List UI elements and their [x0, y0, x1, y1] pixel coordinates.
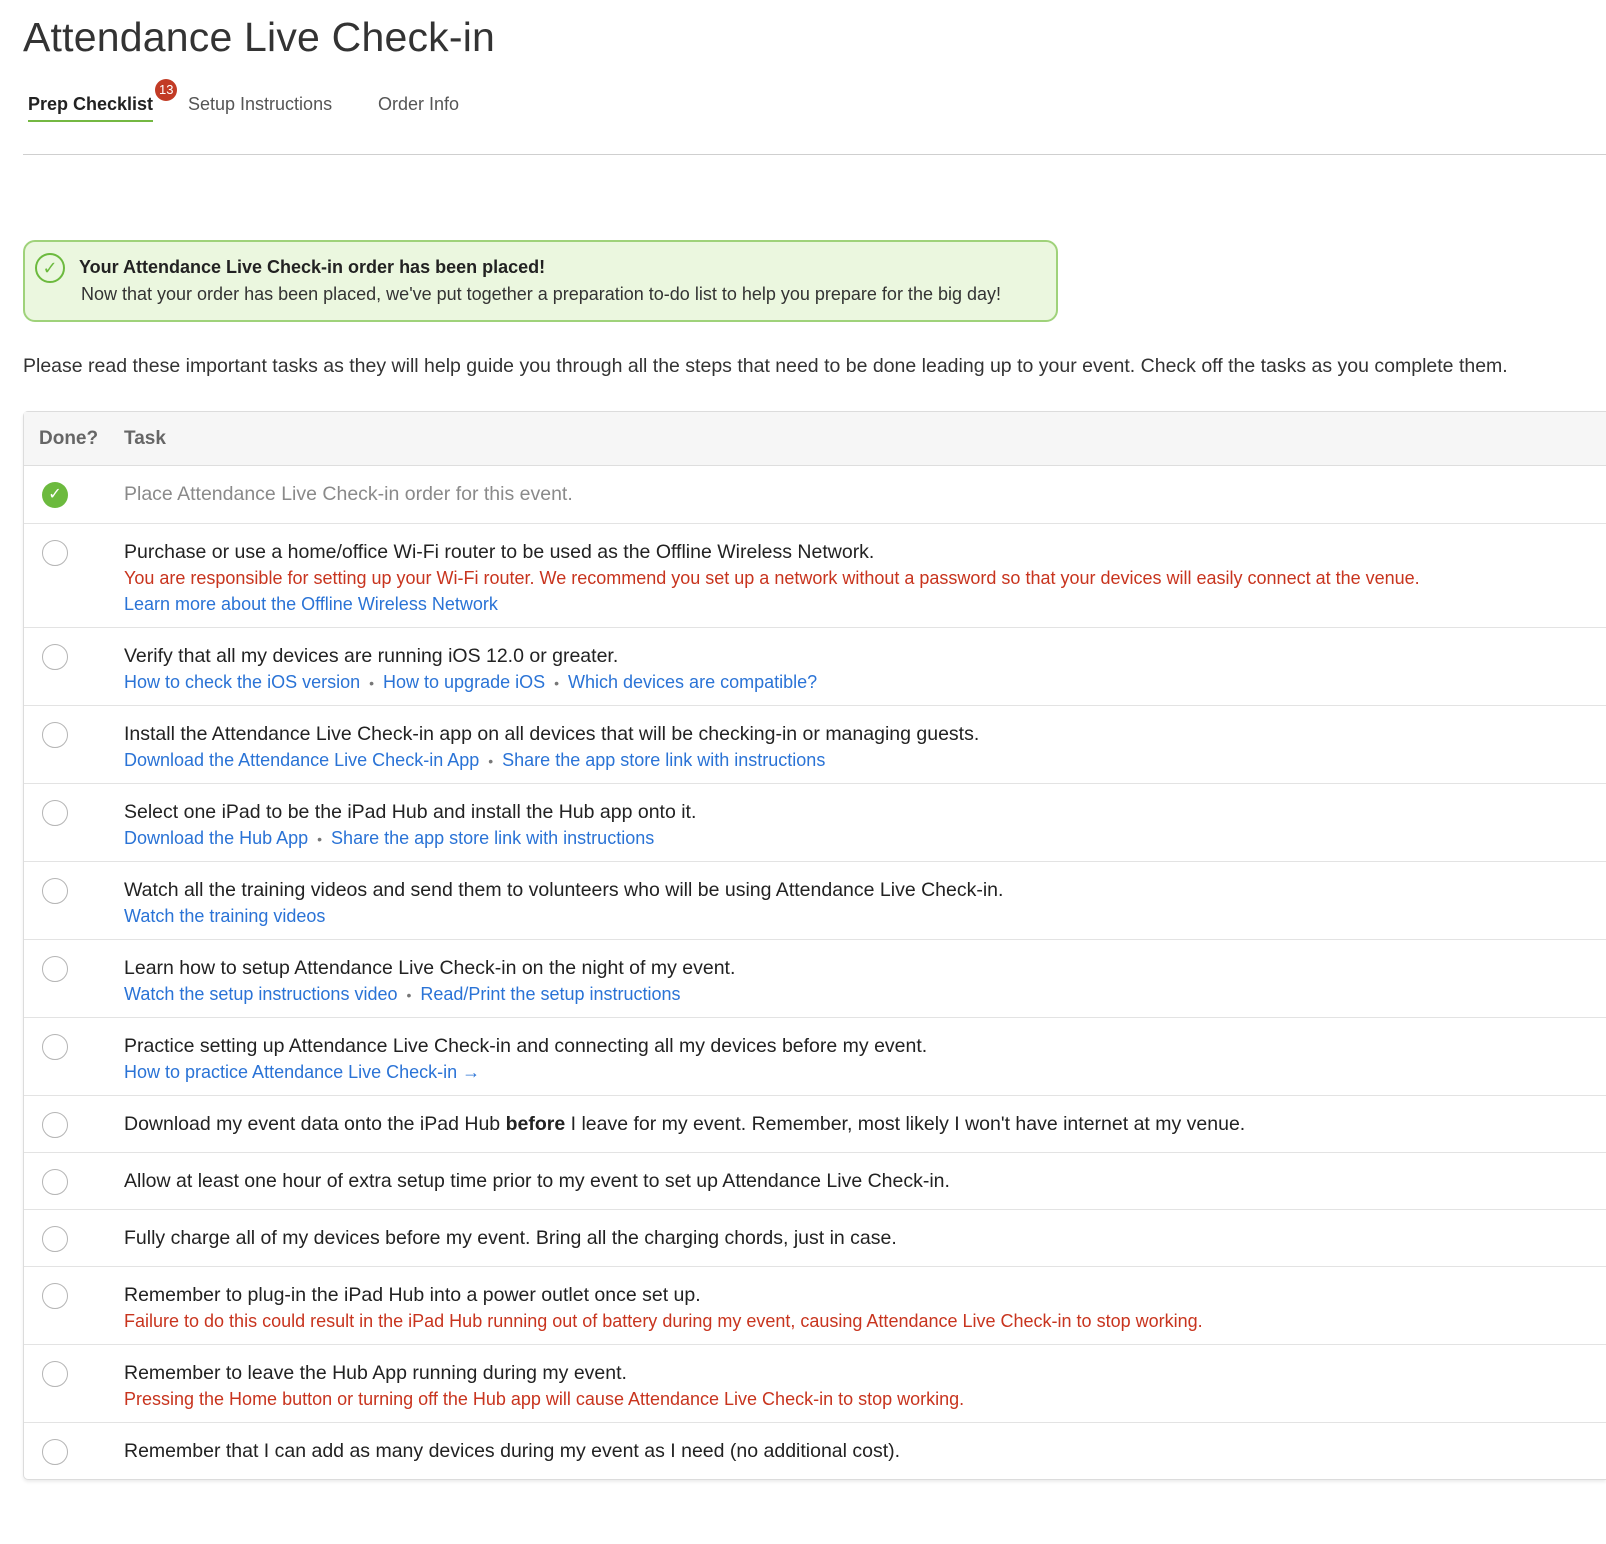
task-links [124, 591, 1596, 617]
table-row [24, 939, 1606, 1017]
task-text: Fully charge all of my devices before my event. Bring all the charging chords, just in case. [124, 1227, 897, 1249]
task-cell [124, 1111, 1596, 1137]
task-cell [124, 1360, 1596, 1412]
done-check-icon[interactable]: ✓ [42, 482, 68, 508]
task-cell [124, 481, 1596, 507]
task-warning: You are responsible for setting up your Wi-Fi router. We recommend you set up a network without a password so that your devices will easily connect at the venue. [124, 568, 1420, 588]
task-cell [124, 1168, 1596, 1194]
tab-bar [23, 82, 1606, 124]
tabs-divider [23, 154, 1606, 155]
task-warning: Failure to do this could result in the iPad Hub running out of battery during my event, causing Attendance Live Check-in to stop working. [124, 1311, 1203, 1331]
task-text-emphasis: before [505, 1113, 566, 1135]
done-checkbox[interactable] [42, 1283, 68, 1309]
link-separator: • [488, 753, 494, 769]
task-text: Practice setting up Attendance Live Check-in and connecting all my devices before my event. [124, 1035, 928, 1057]
task-text: Purchase or use a home/office Wi-Fi router to be used as the Offline Wireless Network. [124, 541, 875, 563]
alert-text: Now that your order has been placed, we've put together a preparation to-do list to help you prepare for the big day! [81, 284, 1002, 304]
table-row [24, 861, 1606, 939]
column-header-task: Task [124, 428, 166, 449]
task-link[interactable]: Learn more about the Offline Wireless Network [124, 594, 498, 614]
task-link[interactable]: Share the app store link with instructions [502, 750, 826, 770]
task-cell [124, 1225, 1596, 1251]
task-cell [124, 1438, 1596, 1464]
task-text: Install the Attendance Live Check-in app on all devices that will be checking-in or managing guests. [124, 723, 980, 745]
task-link[interactable]: Read/Print the setup instructions [420, 984, 681, 1004]
task-link[interactable]: Which devices are compatible? [568, 672, 818, 692]
task-text: Watch all the training videos and send them to volunteers who will be using Attendance Live Check-in. [124, 879, 1004, 901]
column-header-done: Done? [39, 428, 99, 449]
task-link[interactable]: How to upgrade iOS [383, 672, 546, 692]
table-header [24, 412, 1606, 466]
done-checkbox[interactable] [42, 800, 68, 826]
task-cell [124, 799, 1596, 852]
task-cell [124, 1033, 1596, 1085]
task-warning: Pressing the Home button or turning off the Hub app will cause Attendance Live Check-in to stop working. [124, 1389, 965, 1409]
table-row [24, 1152, 1606, 1209]
task-text: Allow at least one hour of extra setup time prior to my event to set up Attendance Live Check-in. [124, 1170, 950, 1192]
table-row [24, 783, 1606, 861]
task-text: Remember to plug-in the iPad Hub into a power outlet once set up. [124, 1284, 701, 1306]
task-link[interactable]: Watch the training videos [124, 906, 326, 926]
done-checkbox[interactable] [42, 1034, 68, 1060]
page-title: Attendance Live Check-in [23, 14, 496, 60]
task-text: Remember to leave the Hub App running during my event. [124, 1362, 627, 1384]
task-cell [124, 721, 1596, 774]
task-text-part: Download my event data onto the iPad Hub [124, 1113, 506, 1135]
task-text: Remember that I can add as many devices during my event as I need (no additional cost). [124, 1440, 901, 1462]
done-checkbox[interactable] [42, 1226, 68, 1252]
table-row [24, 466, 1606, 523]
tab-prep-checklist-label: Prep Checklist [28, 94, 154, 114]
task-links [124, 825, 1596, 852]
task-text: Place Attendance Live Check-in order for this event. [124, 483, 573, 505]
task-text [124, 1111, 1596, 1137]
task-link[interactable]: How to practice Attendance Live Check-in → [124, 1062, 481, 1082]
link-separator: • [317, 831, 323, 847]
check-circle-icon: ✓ [35, 253, 65, 283]
task-links [124, 1059, 1596, 1085]
task-text: Learn how to setup Attendance Live Check-in on the night of my event. [124, 957, 736, 979]
task-cell [124, 877, 1596, 929]
tab-order-info-label: Order Info [378, 94, 460, 114]
task-cell [124, 643, 1596, 696]
task-links [124, 747, 1596, 774]
task-cell [124, 955, 1596, 1008]
table-row [24, 627, 1606, 705]
task-links [124, 669, 1596, 696]
task-links [124, 981, 1596, 1008]
table-body [24, 466, 1606, 1479]
intro-text: Please read these important tasks as they will help guide you through all the steps that need to be done leading up to your event. Check off the tasks as you complete them. [23, 355, 1508, 377]
done-checkbox[interactable] [42, 1439, 68, 1465]
done-checkbox[interactable] [42, 540, 68, 566]
table-row [24, 705, 1606, 783]
tab-setup-instructions-label: Setup Instructions [188, 94, 333, 114]
done-checkbox[interactable] [42, 878, 68, 904]
tab-prep-checklist[interactable] [28, 82, 174, 122]
done-checkbox[interactable] [42, 722, 68, 748]
table-row [24, 1209, 1606, 1266]
table-row [24, 1266, 1606, 1344]
link-separator: • [406, 987, 412, 1003]
table-row [24, 1344, 1606, 1422]
task-cell [124, 1282, 1596, 1334]
table-row [24, 1422, 1606, 1479]
table-row [24, 523, 1606, 627]
task-links [124, 903, 1596, 929]
task-text: Select one iPad to be the iPad Hub and install the Hub app onto it. [124, 801, 697, 823]
link-separator: • [369, 675, 375, 691]
task-link[interactable]: Download the Hub App [124, 828, 309, 848]
task-link[interactable]: Share the app store link with instructions [331, 828, 655, 848]
done-checkbox[interactable] [42, 644, 68, 670]
done-checkbox[interactable] [42, 956, 68, 982]
task-link[interactable]: Watch the setup instructions video [124, 984, 398, 1004]
table-row [24, 1095, 1606, 1152]
link-separator: • [554, 675, 560, 691]
task-text: Verify that all my devices are running iOS 12.0 or greater. [124, 645, 619, 667]
tab-badge-count: 13 [155, 79, 177, 101]
table-row [24, 1017, 1606, 1095]
success-alert [23, 240, 1058, 322]
done-checkbox[interactable] [42, 1169, 68, 1195]
alert-title: Your Attendance Live Check-in order has been placed! [79, 257, 546, 277]
checklist-table [23, 411, 1606, 1480]
tab-setup-instructions[interactable] [188, 88, 332, 120]
tab-order-info[interactable] [378, 88, 459, 120]
task-link[interactable]: How to check the iOS version [124, 672, 361, 692]
done-checkbox[interactable] [42, 1112, 68, 1138]
done-checkbox[interactable] [42, 1361, 68, 1387]
task-text-part: I leave for my event. Remember, most likely I won't have internet at my venue. [565, 1113, 1246, 1135]
task-link[interactable]: Download the Attendance Live Check-in App [124, 750, 480, 770]
task-cell [124, 539, 1596, 617]
